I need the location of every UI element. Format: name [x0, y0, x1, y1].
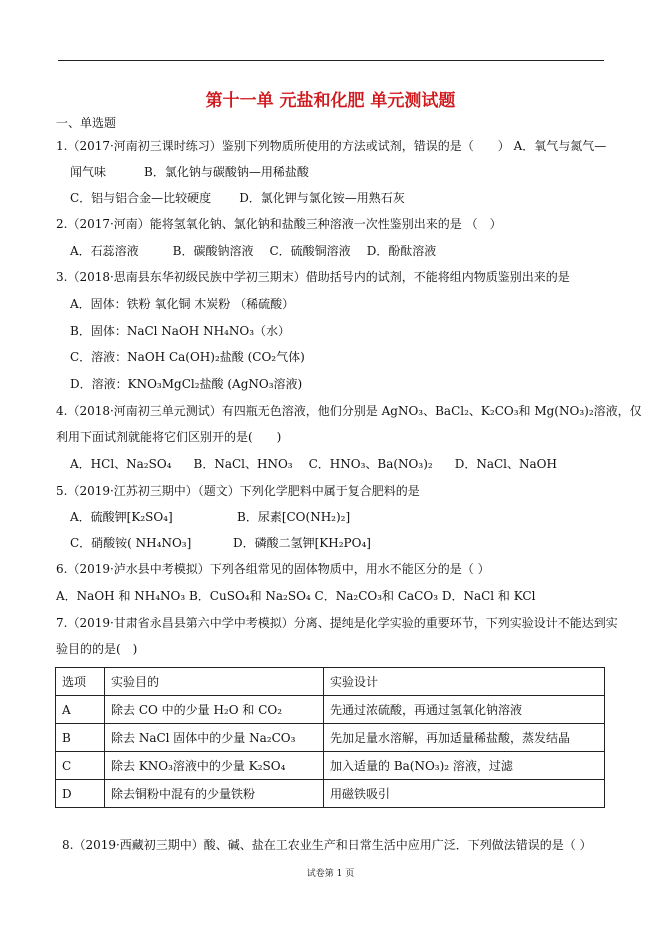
table-row — [56, 696, 605, 724]
table-cell: C — [56, 752, 105, 780]
option-d: D．磷酸二氢钾[KH₂PO₄] — [233, 536, 371, 550]
option-a: A．氧气与氮气— — [513, 139, 607, 153]
question-2: 2.（2017·河南）能将氢氧化钠、氯化钠和盐酸三种溶液一次性鉴别出来的是 （ ） — [56, 217, 502, 231]
option-c: C．硝酸铵( NH₄NO₃] — [70, 536, 192, 550]
question-6: 6.（2019·泸水县中考模拟）下列各组常见的固体物质中，用水不能区分的是（ ） — [56, 562, 490, 576]
header-rule — [58, 60, 604, 61]
table-cell: 除去铜粉中混有的少量铁粉 — [105, 780, 324, 808]
table-cell: A — [56, 696, 105, 724]
table-cell: D — [56, 780, 105, 808]
option-b: B．固体：NaCl NaOH NH₄NO₃（水） — [70, 324, 291, 338]
option-c: C．铝与铝合金—比较硬度 — [70, 191, 212, 205]
question-stem: 1.（2017·河南初三课时练习）鉴别下列物质所使用的方法或试剂，错误的是（ ） — [56, 139, 510, 153]
option-b: B．尿素[CO(NH₂)₂] — [237, 510, 351, 524]
table-header-row — [56, 668, 605, 696]
table-row — [56, 752, 605, 780]
option-b: B．碳酸钠溶液 — [172, 244, 254, 258]
question-7-cont: 验目的的是( ) — [56, 642, 138, 656]
option-c: C．HNO₃、Ba(NO₃)₂ — [308, 457, 433, 471]
section-heading: 一、单选题 — [56, 116, 117, 130]
page-footer: 试卷第 1 页 — [306, 869, 355, 879]
option-b: B．NaCl、HNO₃ — [193, 457, 293, 471]
header-cell: 实验目的 — [105, 668, 324, 696]
table-cell: 除去 CO 中的少量 H₂O 和 CO₂ — [105, 696, 324, 724]
question-1 — [56, 138, 606, 154]
question-2-options — [70, 243, 436, 259]
header-cell: 实验设计 — [324, 668, 605, 696]
table-cell: 加入适量的 Ba(NO₃)₂ 溶液，过滤 — [324, 752, 605, 780]
option-d: D．NaCl、NaOH — [454, 457, 557, 471]
question-8: 8.（2019·西藏初三期中）酸、碱、盐在工农业生产和日常生活中应用广泛．下列做法错误的是（ ） — [62, 838, 592, 852]
option-d: D．酚酞溶液 — [366, 244, 437, 258]
question-7: 7.（2019·甘肃省永昌县第六中学中考模拟）分离、提纯是化学实验的重要环节，下列实验设计不能达到实 — [56, 616, 618, 630]
table-cell: 先加足量水溶解，再加适量稀盐酸，蒸发结晶 — [324, 724, 605, 752]
question-4-cont: 利用下面试剂就能将它们区别开的是( ) — [56, 430, 282, 444]
table-cell: 用磁铁吸引 — [324, 780, 605, 808]
table-row — [56, 724, 605, 752]
question-1-options — [70, 164, 309, 180]
option-b: B．氯化钠与碳酸钠—用稀盐酸 — [144, 165, 309, 179]
question-1-options-2 — [70, 190, 405, 206]
question-4: 4.（2018·河南初三单元测试）有四瓶无色溶液，他们分别是 AgNO₃、BaCl₂、K₂CO₃和 Mg(NO₃)₂溶液，仅 — [56, 404, 642, 418]
option-a-cont: 闻气味 — [70, 165, 107, 179]
table-cell: B — [56, 724, 105, 752]
option-a: A．石蕊溶液 — [70, 244, 139, 258]
table-row — [56, 780, 605, 808]
question-4-options — [70, 456, 557, 472]
table-cell: 先通过浓硫酸，再通过氢氧化钠溶液 — [324, 696, 605, 724]
question-6-options: A．NaOH 和 NH₄NO₃ B．CuSO₄和 Na₂SO₄ C．Na₂CO₃和 CaCO₃ D．NaCl 和 KCl — [56, 589, 536, 603]
option-a: A．HCl、Na₂SO₄ — [70, 457, 172, 471]
question-5: 5.（2019·江苏初三期中）（题文）下列化学肥料中属于复合肥料的是 — [56, 484, 420, 498]
table-cell: 除去 KNO₃溶液中的少量 K₂SO₄ — [105, 752, 324, 780]
option-a: A．硫酸钾[K₂SO₄] — [70, 510, 173, 524]
table-cell: 除去 NaCl 固体中的少量 Na₂CO₃ — [105, 724, 324, 752]
option-d: D．氯化钾与氯化铵—用熟石灰 — [239, 191, 405, 205]
option-c: C．溶液：NaOH Ca(OH)₂盐酸 (CO₂气体) — [70, 350, 305, 364]
experiment-table — [55, 667, 605, 808]
header-cell: 选项 — [56, 668, 105, 696]
option-c: C．硫酸铜溶液 — [269, 244, 351, 258]
page-title: 第十一单 元盐和化肥 单元测试题 — [205, 91, 456, 111]
question-3: 3.（2018·思南县东华初级民族中学初三期末）借助括号内的试剂，不能将组内物质鉴别出来的是 — [56, 270, 570, 284]
option-a: A．固体：铁粉 氧化铜 木炭粉 （稀硫酸） — [70, 297, 295, 311]
option-d: D．溶液：KNO₃MgCl₂盐酸 (AgNO₃溶液) — [70, 377, 303, 391]
